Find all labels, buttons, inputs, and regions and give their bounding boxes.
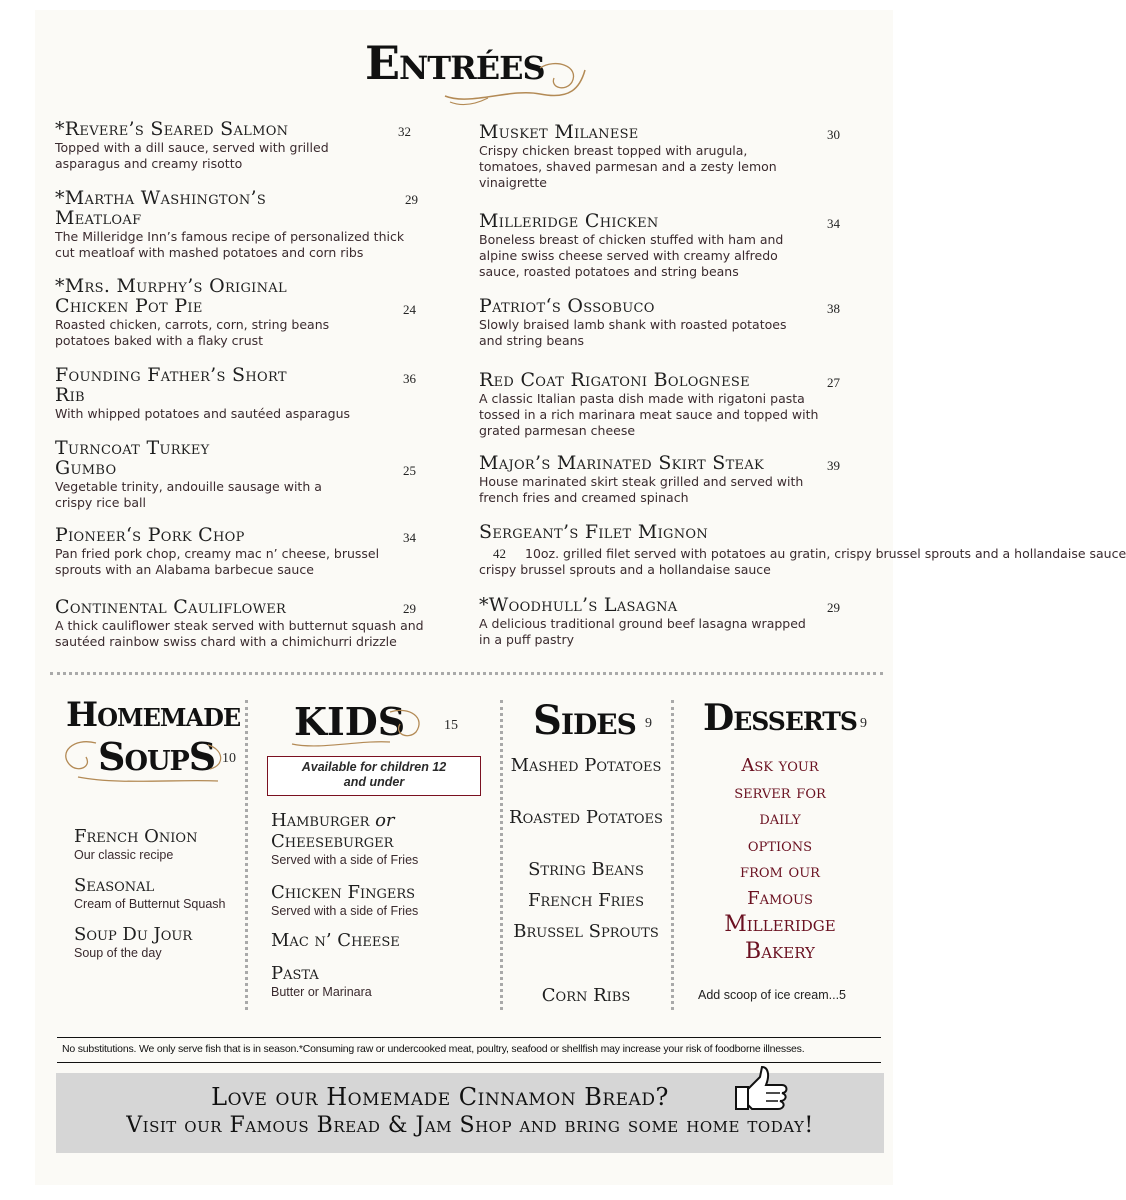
entree-desc: Crispy chicken breast topped with arugula, tomatoes, shaved parmesan and a zesty lemon vinaigrette bbox=[479, 143, 777, 190]
entree-name: Sergeant’s Filet Mignon bbox=[479, 521, 709, 543]
entree-left-6 bbox=[55, 597, 425, 650]
kids-name: Hamburger bbox=[271, 810, 370, 831]
entree-price: 36 bbox=[403, 371, 416, 386]
thumbs-up-icon bbox=[734, 1065, 790, 1115]
entree-name: *Mrs. Murphy’s Original Chicken Pot Pie bbox=[55, 275, 287, 317]
entree-desc: A thick cauliflower steak served with butternut squash and sautéed rainbow swiss chard with a chimichurri drizzle bbox=[55, 618, 424, 649]
desserts-line: Famous bbox=[747, 888, 813, 909]
desserts-line: daily bbox=[759, 808, 801, 829]
entrees-flourish-icon bbox=[440, 58, 590, 108]
entree-desc: Pan fried pork chop, creamy mac n’ cheese, brussel sprouts with an Alabama barbecue sauce bbox=[55, 546, 380, 577]
bakery-name: Milleridge bbox=[724, 912, 836, 937]
entree-left-2 bbox=[55, 276, 385, 349]
kids-title: KIDS bbox=[294, 699, 406, 744]
entree-name: Turncoat Turkey Gumbo bbox=[55, 437, 210, 479]
entree-name: Musket Milanese bbox=[479, 121, 639, 143]
entree-price: 38 bbox=[827, 301, 840, 316]
entree-desc: Boneless breast of chicken stuffed with ham and alpine swiss cheese served with creamy alfredo sauce, roasted potatoes and string beans bbox=[479, 232, 784, 279]
entree-right-0 bbox=[479, 122, 809, 191]
entree-desc-cont: crispy brussel sprouts and a hollandaise sauce bbox=[479, 562, 771, 577]
entree-desc: Roasted chicken, carrots, corn, string beans potatoes baked with a flaky crust bbox=[55, 317, 330, 348]
entree-price: 42 bbox=[493, 546, 506, 561]
kids-note-box bbox=[267, 756, 481, 796]
entree-name: Continental Cauliflower bbox=[55, 596, 287, 618]
entree-name: *Woodhull’s Lasagna bbox=[479, 594, 678, 616]
desserts-addon: Add scoop of ice cream...5 bbox=[698, 988, 846, 1002]
entree-name: Founding Father’s Short Rib bbox=[55, 364, 287, 406]
kids-name: Mac n’ Cheese bbox=[271, 930, 400, 951]
entree-price: 39 bbox=[827, 458, 840, 473]
entree-name: Red Coat Rigatoni Bolognese bbox=[479, 369, 750, 391]
entree-desc: Topped with a dill sauce, served with grilled asparagus and creamy risotto bbox=[55, 140, 329, 171]
desserts-title: Desserts bbox=[703, 697, 857, 739]
entree-right-5 bbox=[479, 522, 859, 542]
kids-item bbox=[271, 930, 400, 951]
section-divider bbox=[50, 672, 883, 675]
kids-or: or bbox=[375, 810, 395, 831]
soup-name: Seasonal bbox=[74, 875, 155, 896]
column-divider bbox=[245, 700, 248, 1010]
soup-item bbox=[74, 827, 197, 863]
column-divider bbox=[671, 700, 674, 1010]
entree-left-1 bbox=[55, 188, 415, 261]
kids-flourish-icon bbox=[290, 706, 430, 750]
cinnamon-bread-banner bbox=[56, 1073, 884, 1153]
entree-right-4 bbox=[479, 453, 824, 506]
banner-line-1: Love our Homemade Cinnamon Bread? bbox=[211, 1083, 669, 1111]
side-item: French Fries bbox=[528, 890, 644, 911]
soup-desc: Cream of Butternut Squash bbox=[74, 897, 226, 911]
entree-price: 29 bbox=[405, 192, 418, 207]
soup-item bbox=[74, 925, 192, 961]
desserts-line: from our bbox=[740, 861, 820, 882]
entree-desc: Vegetable trinity, andouille sausage with a crispy rice ball bbox=[55, 479, 322, 510]
soups-price: 10 bbox=[222, 751, 236, 766]
entree-left-4 bbox=[55, 438, 385, 511]
kids-desc: Butter or Marinara bbox=[271, 985, 372, 999]
entree-desc: With whipped potatoes and sautéed asparagus bbox=[55, 406, 351, 421]
soups-flourish-icon bbox=[58, 735, 228, 785]
entree-left-0 bbox=[55, 119, 375, 172]
side-item: Roasted Potatoes bbox=[509, 807, 663, 828]
kids-name: Chicken Fingers bbox=[271, 882, 416, 903]
side-item: Corn Ribs bbox=[541, 985, 631, 1006]
kids-item bbox=[271, 810, 418, 868]
entree-right-3 bbox=[479, 370, 824, 439]
entree-name: Pioneer‘s Pork Chop bbox=[55, 524, 245, 546]
disclaimer: No substitutions. We only serve fish that is in season.*Consuming raw or undercooked meat, poultry, seafood or shellfish may increase your risk of foodborne illnesses. bbox=[62, 1043, 805, 1055]
side-item: Mashed Potatoes bbox=[510, 755, 662, 776]
entree-right-6 bbox=[479, 595, 824, 648]
entree-desc: A classic Italian pasta dish made with rigatoni pasta tossed in a rich marinara meat sauce and topped with grated parmesan cheese bbox=[479, 391, 819, 438]
entree-price: 30 bbox=[827, 127, 840, 142]
bakery-name-2: Bakery bbox=[745, 939, 815, 964]
entree-left-3 bbox=[55, 365, 385, 422]
soups-title-2: SoupS bbox=[98, 734, 216, 779]
entree-name: Milleridge Chicken bbox=[479, 210, 659, 232]
entree-desc: A delicious traditional ground beef lasagna wrapped in a puff pastry bbox=[479, 616, 806, 647]
entree-desc: Slowly braised lamb shank with roasted potatoes and string beans bbox=[479, 317, 787, 348]
entree-price: 25 bbox=[403, 463, 416, 478]
side-item: Brussel Sprouts bbox=[513, 921, 659, 942]
banner-line-2: Visit our Famous Bread & Jam Shop and bring some home today! bbox=[126, 1113, 814, 1138]
entree-right-2 bbox=[479, 296, 809, 349]
kids-item bbox=[271, 882, 418, 919]
kids-price: 15 bbox=[444, 718, 458, 733]
soup-name: French Onion bbox=[74, 826, 198, 847]
desserts-price: 9 bbox=[860, 716, 867, 731]
side-item: String Beans bbox=[528, 859, 644, 880]
entree-name: Patriot‘s Ossobuco bbox=[479, 295, 655, 317]
soups-title: Homemade bbox=[66, 695, 241, 735]
desserts-line: Ask your bbox=[741, 755, 819, 776]
sides-price: 9 bbox=[645, 716, 652, 731]
soup-desc: Our classic recipe bbox=[74, 848, 174, 862]
disclaimer-bottom-rule bbox=[57, 1062, 881, 1063]
entree-desc: The Milleridge Inn’s famous recipe of personalized thick cut meatloaf with mashed potatoes and corn ribs bbox=[55, 229, 405, 260]
entree-name: Major’s Marinated Skirt Steak bbox=[479, 452, 765, 474]
sides-title: Sides bbox=[533, 697, 636, 744]
entree-desc: House marinated skirt steak grilled and served with french fries and creamed spinach bbox=[479, 474, 804, 505]
entree-price: 34 bbox=[827, 216, 840, 231]
desserts-line: server for bbox=[734, 782, 826, 803]
entree-price: 29 bbox=[827, 600, 840, 615]
entree-name: *Revere’s Seared Salmon bbox=[55, 118, 289, 140]
entree-price: 27 bbox=[827, 375, 840, 390]
entree-price: 29 bbox=[403, 601, 416, 616]
kids-name: Pasta bbox=[271, 963, 319, 984]
column-divider bbox=[500, 700, 503, 1010]
entree-left-5 bbox=[55, 525, 395, 578]
kids-desc: Served with a side of Fries bbox=[271, 904, 419, 918]
entree-name: *Martha Washington’s Meatloaf bbox=[55, 187, 267, 229]
kids-item bbox=[271, 963, 372, 1000]
disclaimer-top-rule bbox=[57, 1037, 881, 1038]
kids-note: Available for children 12 and under bbox=[301, 760, 447, 789]
entree-price: 32 bbox=[398, 124, 411, 139]
entree-right-1 bbox=[479, 211, 819, 280]
kids-name-2: Cheeseburger bbox=[271, 831, 394, 852]
entree-price: 24 bbox=[403, 302, 416, 317]
entrees-title: Entrées bbox=[365, 36, 545, 90]
desserts-line: options bbox=[747, 835, 813, 856]
soup-desc: Soup of the day bbox=[74, 946, 162, 960]
soup-name: Soup Du Jour bbox=[74, 924, 193, 945]
kids-desc: Served with a side of Fries bbox=[271, 853, 419, 867]
entree-price: 34 bbox=[403, 530, 416, 545]
soup-item bbox=[74, 876, 225, 912]
entree-desc: 10oz. grilled filet served with potatoes au gratin, crispy brussel sprouts and a hollandaise sauce bbox=[525, 546, 1126, 561]
